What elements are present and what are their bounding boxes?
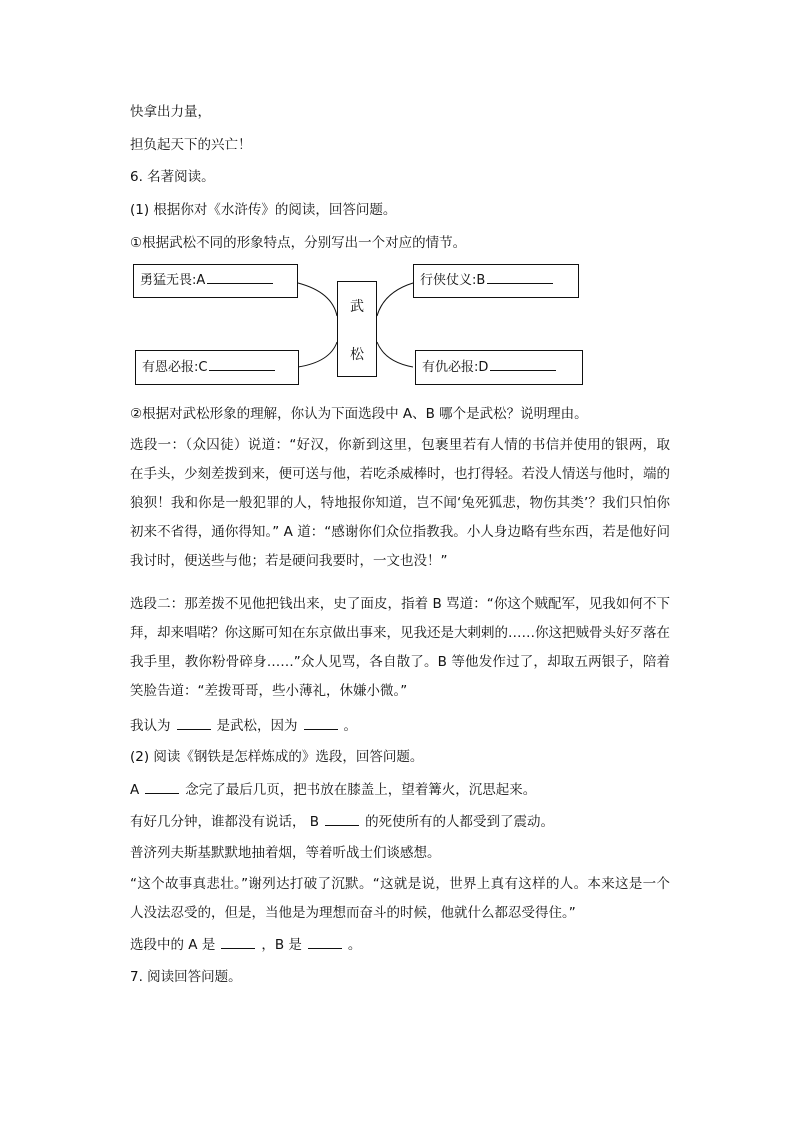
answer-blank-steel-a[interactable] [145, 779, 179, 794]
trait-box-d-label: 有仇必报:D [422, 360, 489, 375]
trait-box-b-label: 行侠仗义:B [420, 273, 486, 288]
poem-line-1: 快拿出力量， [130, 104, 211, 120]
answer-2-end: 。 [347, 937, 362, 953]
answer-blank-d[interactable] [490, 357, 556, 371]
trait-box-c [135, 350, 299, 385]
steel-excerpt-quote: “这个故事真悲壮。”谢列达打破了沉默。“这就是说，世界上真有这样的人。本来这是一个人没法忍受的，但是，当他是为理想而奋斗的时候，他就什么都忍受得住。” [130, 876, 670, 921]
trait-box-a [133, 264, 298, 298]
answer-blank-c[interactable] [209, 357, 275, 371]
answer-blank-steel-b[interactable] [325, 811, 359, 826]
excerpt-2: 选段二：那差拨不见他把钱出来，史了面皮，指着 B 骂道：“你这个贼配军，见我如何不下拜，却来唱喏？你这厮可知在东京做出事来，见我还是大剌剌的……你这把贼骨头好歹落在我手里，教你粉骨碎身……”众人见骂，各自散了。B 等他发作过了，却取五两银子，陪着笑脸告道：“差拨哥哥，些小薄礼，休嫌小微。” [130, 596, 670, 699]
question-6-1-a-prompt: ①根据武松不同的形象特点，分别写出一个对应的情节。 [130, 235, 467, 251]
trait-box-a-label: 勇猛无畏:A [140, 273, 206, 288]
answer-blank-1[interactable] [177, 715, 211, 730]
excerpt-1: 选段一：（众囚徒）说道：“好汉，你新到这里，包裹里若有人情的书信并使用的银两，取在手头，少刻差拨到来，便可送与他，若吃杀威棒时，也打得轻。若没人情送与他时，端的狼狈！我和你是一般犯罪的人，特地报你知道，岂不闻‘兔死狐悲，物伤其类’？我们只怕你初来不省得，通你得知。” A 道：“感谢你们众位指教我。小人身边略有些东西，若是他好问我讨时，便送些与他；若是硬问我要时，一文也没！” [130, 437, 670, 569]
wusong-center-box [337, 281, 377, 377]
question-6-2-prompt: (2) 阅读《钢铁是怎样炼成的》选段，回答问题。 [130, 749, 424, 765]
steel-2-prefix: 有好几分钟，谁都没有说话， B [130, 814, 320, 830]
answer-blank-b[interactable] [487, 270, 553, 284]
answer-blank-2[interactable] [304, 715, 338, 730]
steel-line-1 [130, 779, 670, 800]
trait-box-c-label: 有恩必报:C [142, 360, 208, 375]
answer-1-prefix: 我认为 [130, 718, 171, 734]
steel-1-prefix: A [130, 782, 140, 798]
answer-1-middle: 是武松，因为 [216, 718, 298, 734]
steel-line-3: 普济列夫斯基默默地抽着烟，等着听战士们谈感想。 [130, 845, 441, 861]
answer-2-prefix: 选段中的 A 是 [130, 937, 216, 953]
question-7-heading: 7. 阅读回答问题。 [130, 969, 242, 985]
steel-line-2 [130, 811, 670, 832]
center-char-top: 武 [350, 299, 364, 315]
answer-line-1 [130, 715, 670, 736]
center-char-bottom: 松 [350, 347, 364, 363]
question-6-heading: 6. 名著阅读。 [130, 169, 215, 185]
question-6-1-prompt: (1) 根据你对《水浒传》的阅读，回答问题。 [130, 202, 397, 218]
answer-blank-3[interactable] [221, 934, 255, 949]
answer-line-2 [130, 934, 670, 955]
trait-box-b [413, 264, 579, 298]
steel-1-suffix: 念完了最后几页，把书放在膝盖上，望着篝火，沉思起来。 [185, 782, 537, 798]
answer-blank-a[interactable] [207, 270, 273, 284]
steel-2-suffix: 的死使所有的人都受到了震动。 [365, 814, 555, 830]
question-6-1-b-prompt: ②根据对武松形象的理解，你认为下面选段中 A、B 哪个是武松？说明理由。 [130, 406, 588, 422]
trait-box-d [415, 350, 583, 385]
answer-2-middle: ，B 是 [261, 937, 302, 953]
answer-1-end: 。 [343, 718, 357, 734]
answer-blank-4[interactable] [308, 934, 342, 949]
poem-line-2: 担负起天下的兴亡！ [130, 137, 252, 153]
